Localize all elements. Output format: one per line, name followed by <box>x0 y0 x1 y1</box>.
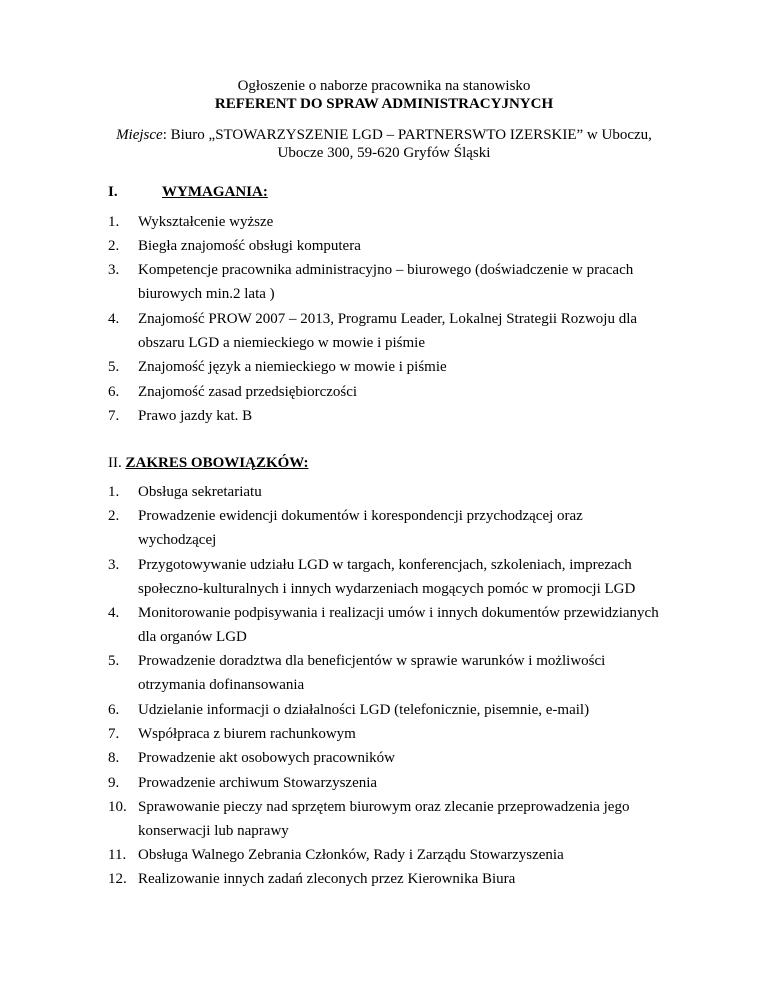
section-number: II. <box>108 455 122 471</box>
item-text: Współpraca z biurem rachunkowym <box>138 726 356 742</box>
item-text-continued: obszaru LGD a niemieckiego w mowie i piśmie <box>138 335 426 351</box>
place-text: : Biuro „STOWARZYSZENIE LGD – PARTNERSWTO IZERSKIE” w Uboczu, <box>162 127 652 143</box>
item-number: 11. <box>108 847 127 863</box>
item-number: 2. <box>108 238 120 254</box>
section-requirements-heading <box>108 184 268 201</box>
item-number: 2. <box>108 508 120 524</box>
item-number: 9. <box>108 775 120 791</box>
item-number: 7. <box>108 726 120 742</box>
section-title: WYMAGANIA: <box>162 184 268 200</box>
item-text: Wykształcenie wyższe <box>138 214 274 230</box>
item-text-continued: konserwacji lub naprawy <box>138 823 289 839</box>
item-number: 6. <box>108 702 120 718</box>
section-duties-heading <box>108 455 308 472</box>
item-text: Znajomość język a niemieckiego w mowie i piśmie <box>138 359 447 375</box>
item-text-continued: otrzymania dofinansowania <box>138 677 305 693</box>
position-title: REFERENT DO SPRAW ADMINISTRACYJNYCH <box>214 96 554 112</box>
item-number: 4. <box>108 605 120 621</box>
place-line <box>0 127 768 144</box>
item-number: 3. <box>108 262 120 278</box>
item-text: Przygotowywanie udziału LGD w targach, konferencjach, szkoleniach, imprezach <box>138 557 632 573</box>
section-number: I. <box>108 184 118 200</box>
item-text-continued: wychodzącej <box>138 532 217 548</box>
item-text: Biegła znajomość obsługi komputera <box>138 238 361 254</box>
section-title: ZAKRES OBOWIĄZKÓW: <box>125 455 309 471</box>
item-text: Prowadzenie archiwum Stowarzyszenia <box>138 775 378 791</box>
item-number: 3. <box>108 557 120 573</box>
item-text: Realizowanie innych zadań zleconych przez Kierownika Biura <box>138 871 516 887</box>
item-text: Prowadzenie doradztwa dla beneficjentów w sprawie warunków i możliwości <box>138 653 606 669</box>
item-number: 5. <box>108 359 120 375</box>
item-number: 1. <box>108 214 120 230</box>
item-number: 4. <box>108 311 120 327</box>
item-number: 1. <box>108 484 120 500</box>
item-text-continued: dla organów LGD <box>138 629 247 645</box>
announcement-heading: Ogłoszenie o naborze pracownika na stanowisko <box>237 78 531 94</box>
item-text: Monitorowanie podpisywania i realizacji umów i innych dokumentów przewidzianych <box>138 605 659 621</box>
item-text: Prowadzenie ewidencji dokumentów i korespondencji przychodzącej oraz <box>138 508 583 524</box>
item-text: Znajomość PROW 2007 – 2013, Programu Leader, Lokalnej Strategii Rozwoju dla <box>138 311 638 327</box>
item-number: 8. <box>108 750 120 766</box>
item-number: 10. <box>108 799 127 815</box>
address-line: Ubocze 300, 59-620 Gryfów Śląski <box>277 145 491 161</box>
item-text: Prowadzenie akt osobowych pracowników <box>138 750 396 766</box>
item-text-continued: społeczno-kulturalnych i innych wydarzeniach mogących pomóc w promocji LGD <box>138 581 636 597</box>
item-text-continued: biurowych min.2 lata ) <box>138 286 275 302</box>
item-number: 7. <box>108 408 120 424</box>
place-label: Miejsce <box>116 127 163 143</box>
item-number: 6. <box>108 384 120 400</box>
item-text: Znajomość zasad przedsiębiorczości <box>138 384 358 400</box>
item-text: Obsługa Walnego Zebrania Członków, Rady i Zarządu Stowarzyszenia <box>138 847 564 863</box>
item-text: Udzielanie informacji o działalności LGD (telefonicznie, pisemnie, e-mail) <box>138 702 590 718</box>
item-text: Prawo jazdy kat. B <box>138 408 253 424</box>
item-text: Sprawowanie pieczy nad sprzętem biurowym oraz zlecanie przeprowadzenia jego <box>138 799 630 815</box>
item-number: 12. <box>108 871 127 887</box>
item-text: Obsługa sekretariatu <box>138 484 262 500</box>
item-number: 5. <box>108 653 120 669</box>
item-text: Kompetencje pracownika administracyjno – biurowego (doświadczenie w pracach <box>138 262 634 278</box>
